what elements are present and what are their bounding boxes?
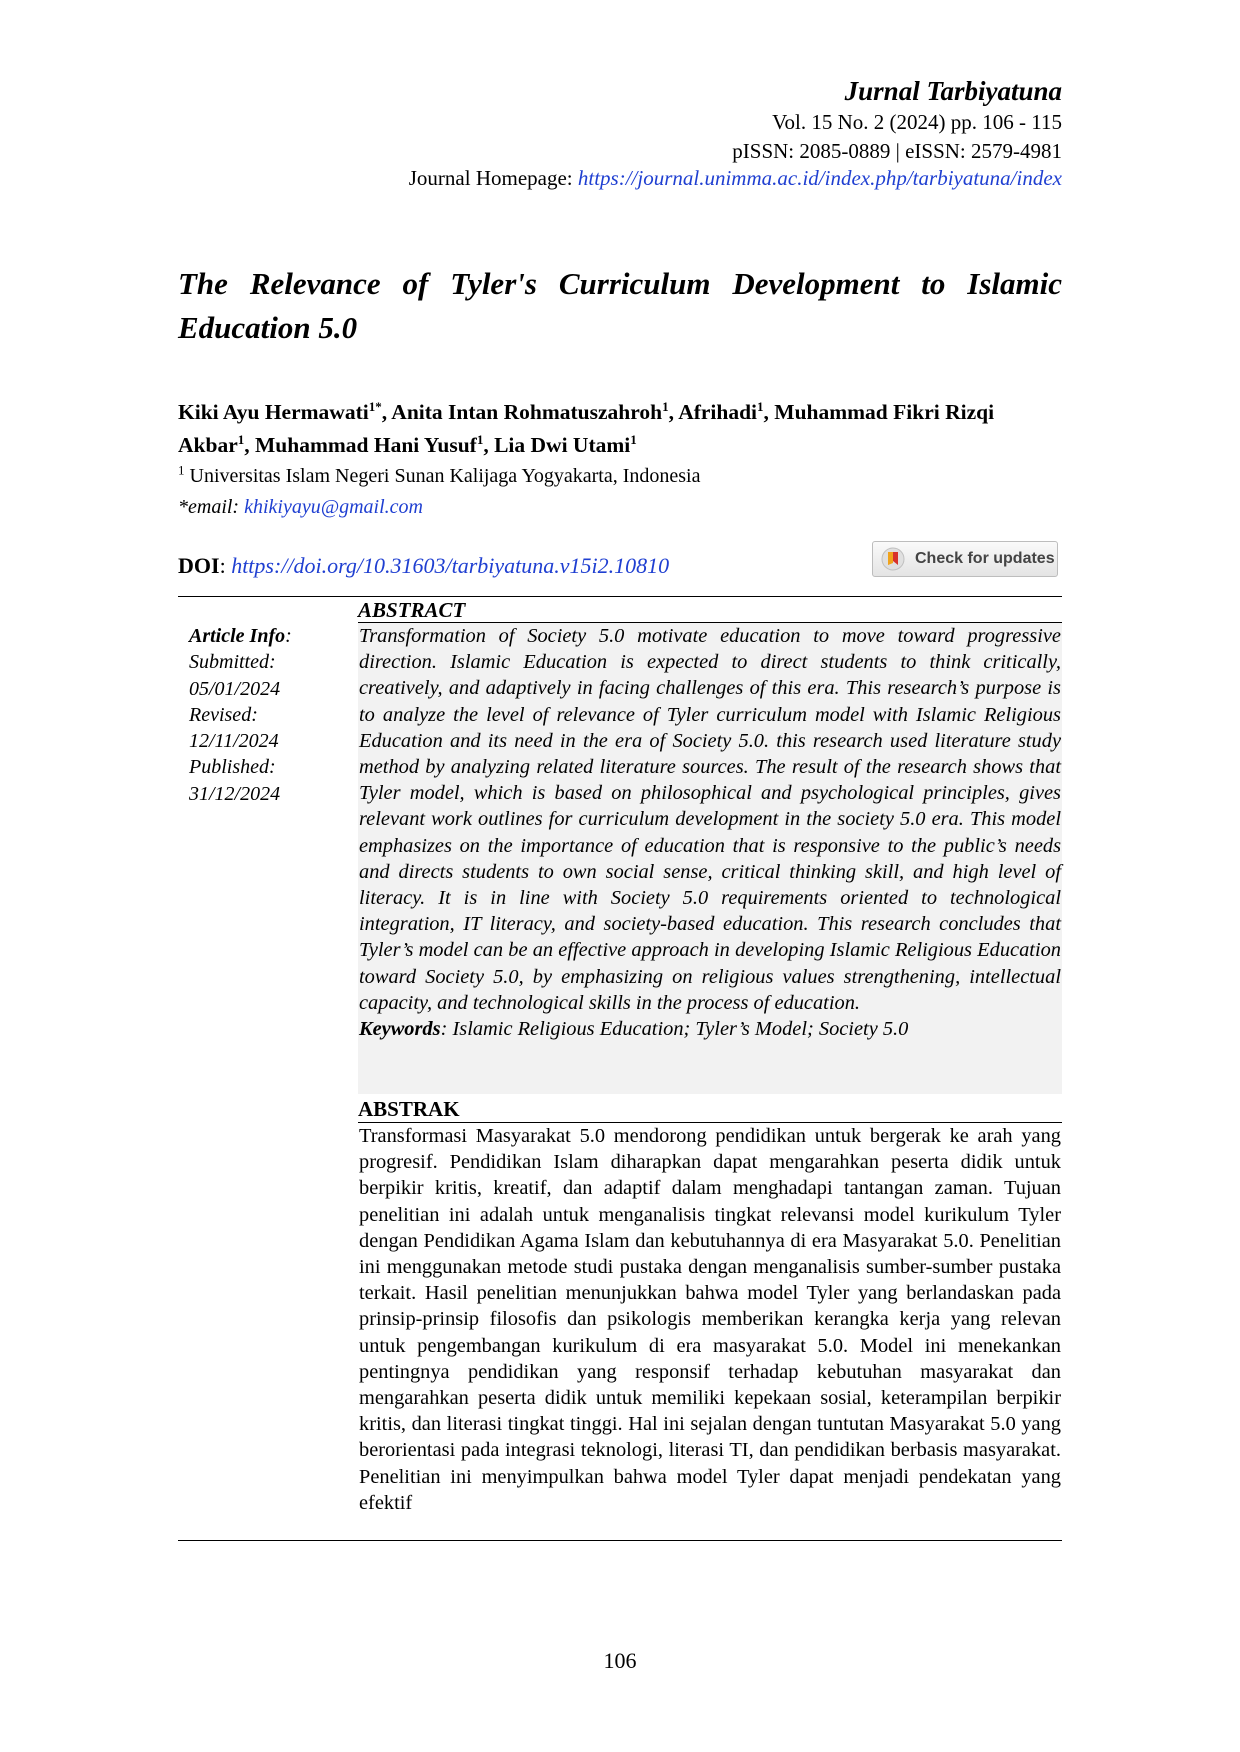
published-date: 31/12/2024 <box>189 782 281 805</box>
submitted-date: 05/01/2024 <box>189 677 281 700</box>
published-label: Published: <box>189 756 276 779</box>
abstract-id-box <box>358 1122 1062 1540</box>
keywords-line <box>359 1016 1061 1042</box>
revised-label: Revised: <box>189 703 258 726</box>
author-sup: 1* <box>368 398 382 414</box>
author-name: Muhammad Fikri Rizqi Akbar <box>178 400 995 457</box>
bottom-rule <box>178 1540 1062 1541</box>
homepage-link[interactable]: https://journal.unimma.ac.id/index.php/tarbiyatuna/index <box>577 166 1062 190</box>
abstrak-heading: ABSTRAK <box>358 1097 460 1121</box>
author-sup: 1 <box>662 398 669 414</box>
doi-separator: : <box>219 553 232 578</box>
journal-volume: Vol. 15 No. 2 (2024) pp. 106 - 115 <box>772 110 1062 134</box>
revised-date: 12/11/2024 <box>189 730 279 753</box>
affiliation-sup: 1 <box>178 462 185 478</box>
contact-email <box>178 496 423 519</box>
journal-name: Jurnal Tarbiyatuna <box>844 76 1062 106</box>
abstract-heading: ABSTRACT <box>358 598 466 622</box>
affiliation-text: Universitas Islam Negeri Sunan Kalijaga Yogyakarta, Indonesia <box>189 465 701 487</box>
doi-label: DOI <box>178 553 220 578</box>
doi-line <box>178 553 669 579</box>
keywords-label: Keywords <box>359 1018 441 1041</box>
abstract-en-text: Transformation of Society 5.0 motivate education to move toward progressive direction. Islamic Education is expected to direct students to think critically, creatively, and adaptively in facing challenges of this era. This research’s purpose is to analyze the level of relevance of Tyler curriculum model with Islamic Religious Education and its need in the era of Society 5.0. this research used literature study method by analyzing related literature sources. The result of the research shows that Tyler model, which is based on philosophical and psychological principles, gives relevant work outlines for curriculum development in the society 5.0 era. This model emphasizes on the importance of education that is responsive to the public’s needs and directs students to own social sense, critical thinking skill, and high level of literacy. It is in line with Society 5.0 requirements oriented to technological integration, IT literacy, and society-based education. This research concludes that Tyler’s model can be an effective approach in developing Islamic Religious Education toward Society 5.0, by emphasizing on religious values strengthening, intellectual capacity, and technological skills in the process of education. <box>359 625 1061 1014</box>
check-for-updates-button[interactable] <box>872 541 1058 577</box>
article-info <box>189 623 339 807</box>
abstract-en-box <box>358 622 1062 1094</box>
journal-issn: pISSN: 2085-0889 | eISSN: 2579-4981 <box>732 139 1062 163</box>
author-sup: 1 <box>476 431 484 447</box>
journal-homepage <box>409 166 1062 191</box>
article-title: The Relevance of Tyler's Curriculum Development to Islamic Education 5.0 <box>178 266 1062 345</box>
submitted-label: Submitted: <box>189 651 276 674</box>
author-name: Anita Intan Rohmatuszahroh <box>391 400 663 424</box>
email-label: *email: <box>178 496 245 518</box>
keywords-text: : Islamic Religious Education; Tyler’s Model; Society 5.0 <box>440 1018 909 1041</box>
author-sup: 1 <box>757 398 764 414</box>
author-name: Muhammad Hani Yusuf <box>254 433 477 457</box>
homepage-label: Journal Homepage: <box>408 166 578 190</box>
article-info-colon: : <box>285 625 292 647</box>
doi-link[interactable]: https://doi.org/10.31603/tarbiyatuna.v15i2.10810 <box>231 553 670 578</box>
author-list: Kiki Ayu Hermawati$^{1*}$, Anita Intan Rohmatuszahroh$^1$, Afrihadi$^1$, Muhammad Fikri Rizqi Akbar$^1$, Muhammad Hani Yusuf$^1$, Lia Dwi Utami$^1$ <box>178 398 995 457</box>
article-info-heading: Article Info <box>189 625 286 647</box>
crossmark-icon <box>881 547 905 571</box>
page-number: 106 <box>603 1648 637 1673</box>
author-sup: 1 <box>237 431 245 447</box>
author-name: Lia Dwi Utami <box>494 433 631 457</box>
check-for-updates-label: Check for updates <box>915 550 1055 567</box>
author-name: Afrihadi <box>678 400 758 424</box>
abstract-id-text: Transformasi Masyarakat 5.0 mendorong pendidikan untuk bergerak ke arah yang progresif. Pendidikan Islam diharapkan dapat mengarahkan peserta didik untuk berpikir kritis, kreatif, dan adaptif dalam menghadapi tantangan zaman. Tujuan penelitian ini adalah untuk menganalisis tingkat relevansi model kurikulum Tyler dengan Pendidikan Agama Islam dan kebutuhannya di era Masyarakat 5.0. Penelitian ini menggunakan metode studi pustaka dengan menganalisis sumber-sumber pustaka terkait. Hasil penelitian menunjukkan bahwa model Tyler yang berlandaskan pada prinsip-prinsip filosofis dan psikologis memberikan kerangka kerja yang relevan untuk pengembangan kurikulum di era masyarakat 5.0. Model ini menekankan pentingnya pendidikan yang responsif terhadap kebutuhan masyarakat dan mengarahkan peserta didik untuk memiliki kepekaan sosial, keterampilan berpikir kritis, dan literasi tingkat tinggi. Hal ini sejalan dengan tuntutan Masyarakat 5.0 yang berorientasi pada integrasi teknologi, literasi TI, dan pendidikan berbasis masyarakat. Penelitian ini menyimpulkan bahwa model Tyler dapat menjadi pendekatan yang efektif <box>359 1125 1061 1514</box>
author-sup: 1 <box>630 431 637 447</box>
author-name: Kiki Ayu Hermawati <box>178 400 369 424</box>
email-link[interactable]: khikiyayu@gmail.com <box>244 496 423 518</box>
affiliation <box>178 462 701 488</box>
